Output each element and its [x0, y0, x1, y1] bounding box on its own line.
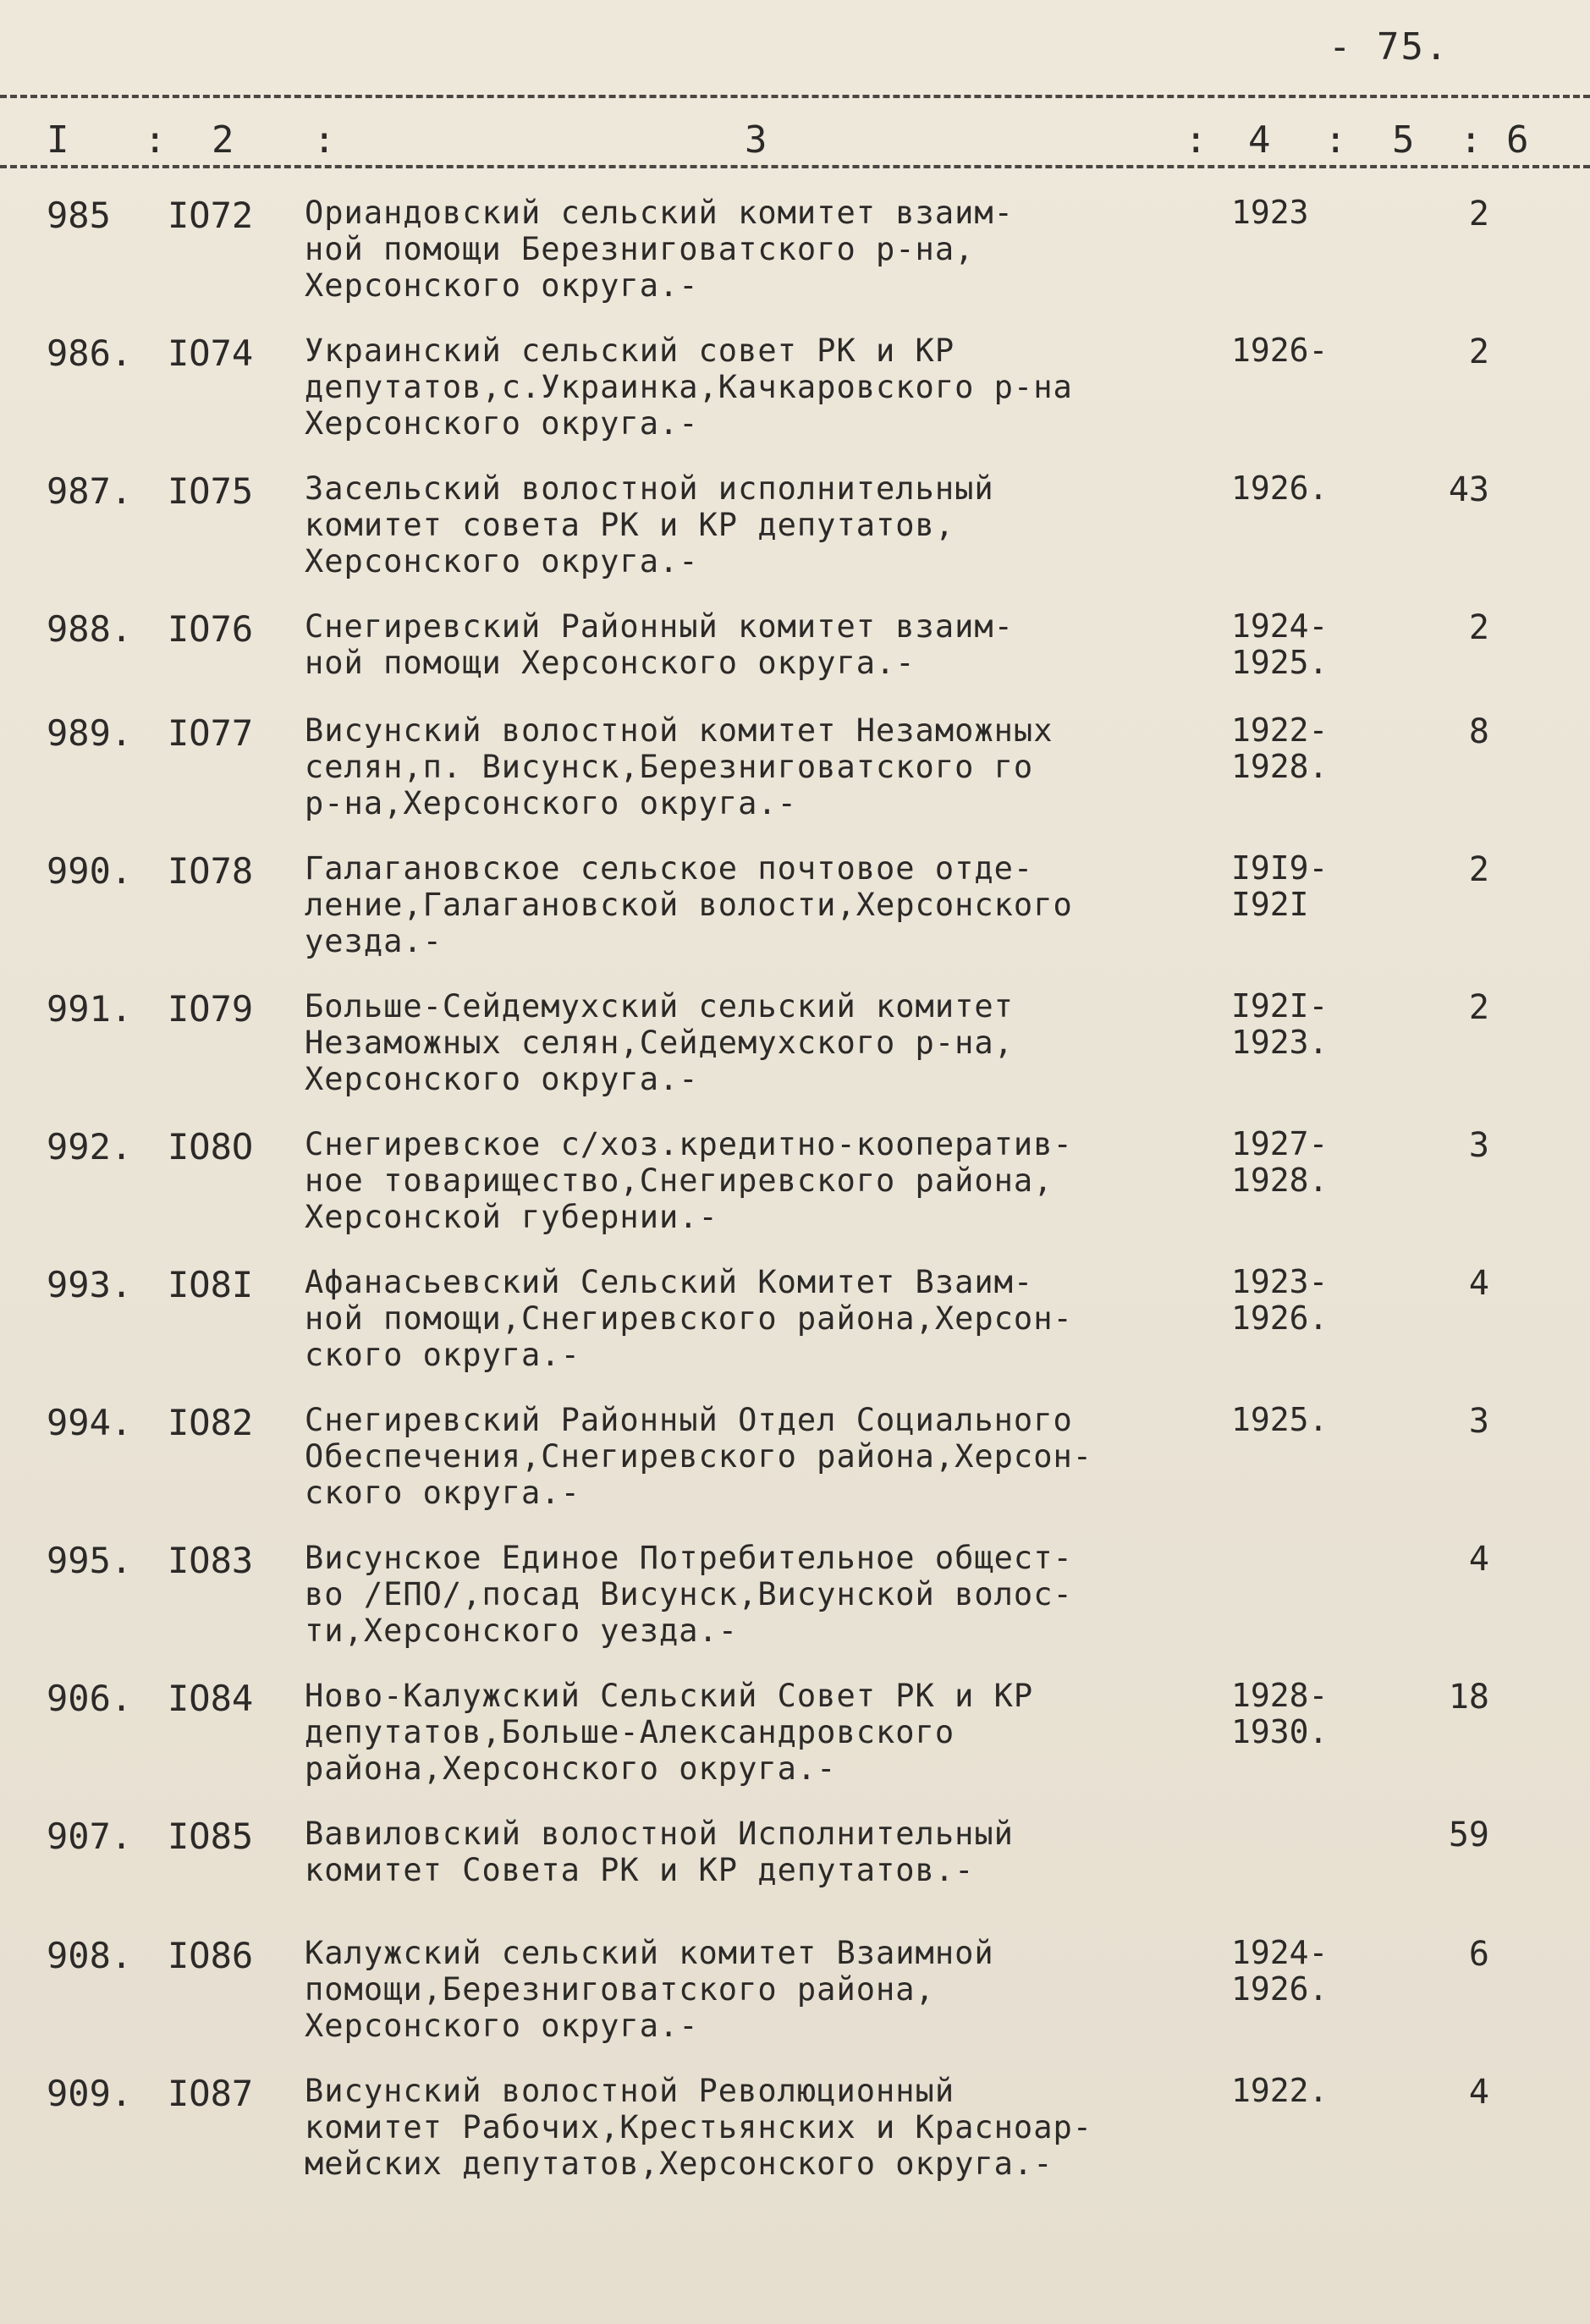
title-line: Снегиревский Районный комитет взаим-: [305, 608, 1014, 645]
entry-number: 907.: [47, 1816, 133, 1857]
date-line: I92I-: [1231, 987, 1329, 1025]
entry-number: 990.: [47, 850, 133, 892]
item-count: 4: [1468, 1540, 1489, 1579]
entry-title: [305, 332, 1219, 442]
title-line: ского округа.-: [305, 1475, 580, 1511]
date-line: 1925.: [1231, 1401, 1329, 1438]
column-header-5: 5: [1392, 118, 1415, 162]
title-line: ского округа.-: [305, 1337, 580, 1373]
entry-number: 909.: [47, 2073, 133, 2114]
date-range: [1231, 1678, 1392, 1750]
title-line: комитет Совета РК и КР депутатов.-: [305, 1852, 975, 1888]
fund-number: IO76: [168, 608, 254, 650]
date-range: [1231, 1402, 1392, 1438]
date-line: 1926-: [1231, 332, 1329, 369]
item-count: 43: [1448, 470, 1489, 509]
title-line: Галагановское сельское почтовое отде-: [305, 850, 1034, 887]
fund-number: IO75: [168, 470, 254, 512]
date-range: [1231, 332, 1392, 369]
date-line: I9I9-: [1231, 849, 1329, 887]
title-line: Херсонского округа.-: [305, 405, 699, 442]
title-line: Висунское Единое Потребительное общест-: [305, 1540, 1073, 1576]
column-header-1: I: [47, 118, 69, 162]
date-line: I92I: [1231, 886, 1309, 923]
date-line: 1928.: [1231, 1162, 1329, 1199]
item-count: 3: [1468, 1126, 1489, 1165]
title-line: Снегиревское с/хоз.кредитно-кооператив-: [305, 1126, 1073, 1162]
entry-title: [305, 1816, 1219, 1888]
entry-title: [305, 470, 1219, 580]
date-range: [1231, 470, 1392, 507]
column-separator: :: [1460, 118, 1483, 162]
item-count: 2: [1468, 195, 1489, 233]
date-line: 1922-: [1231, 711, 1329, 749]
entry-number: 989.: [47, 712, 133, 754]
fund-number: IO74: [168, 332, 254, 374]
title-line: Обеспечения,Снегиревского района,Херсон-: [305, 1438, 1093, 1475]
fund-number: IO85: [168, 1816, 254, 1857]
title-line: комитет Рабочих,Крестьянских и Красноар-: [305, 2109, 1093, 2145]
header-divider: [0, 165, 1590, 168]
entry-number: 908.: [47, 1935, 133, 1976]
entry-title: [305, 1402, 1219, 1511]
title-line: уезда.-: [305, 923, 443, 959]
title-line: Висунский волостной комитет Незаможных: [305, 712, 1054, 749]
title-line: Херсонского округа.-: [305, 267, 699, 304]
item-count: 2: [1468, 988, 1489, 1027]
entry-title: [305, 988, 1219, 1097]
title-line: ти,Херсонского уезда.-: [305, 1613, 739, 1649]
title-line: Ориандовский сельский комитет взаим-: [305, 195, 1014, 231]
entry-number: 992.: [47, 1126, 133, 1167]
title-line: Калужский сельский комитет Взаимной: [305, 1935, 994, 1971]
column-header-4: 4: [1248, 118, 1271, 162]
column-separator: :: [144, 118, 167, 162]
date-range: [1231, 2073, 1392, 2109]
date-line: 1930.: [1231, 1713, 1329, 1750]
date-range: [1231, 988, 1392, 1061]
date-line: 1925.: [1231, 644, 1329, 681]
column-separator: :: [313, 118, 336, 162]
title-line: селян,п. Висунск,Березниговатского го: [305, 749, 1034, 785]
column-header-3: 3: [745, 118, 767, 162]
title-line: Афанасьевский Сельский Комитет Взаим-: [305, 1264, 1034, 1300]
fund-number: IO78: [168, 850, 254, 892]
title-line: мейских депутатов,Херсонского округа.-: [305, 2145, 1054, 2182]
title-line: ное товарищество,Снегиревского района,: [305, 1162, 1054, 1199]
entry-number: 985: [47, 195, 111, 236]
fund-number: IO79: [168, 988, 254, 1030]
fund-number: IO83: [168, 1540, 254, 1581]
entry-number: 994.: [47, 1402, 133, 1443]
entry-title: [305, 712, 1219, 821]
item-count: 8: [1468, 712, 1489, 751]
date-range: [1231, 195, 1392, 231]
entry-number: 993.: [47, 1264, 133, 1305]
title-line: ление,Галагановской волости,Херсонского: [305, 887, 1073, 923]
fund-number: IO77: [168, 712, 254, 754]
entry-title: [305, 1935, 1219, 2044]
date-line: 1924-: [1231, 1934, 1329, 1971]
date-range: [1231, 1126, 1392, 1199]
entry-title: [305, 1264, 1219, 1373]
title-line: ной помощи,Снегиревского района,Херсон-: [305, 1300, 1073, 1337]
entry-number: 987.: [47, 470, 133, 512]
item-count: 2: [1468, 850, 1489, 889]
title-line: Украинский сельский совет РК и КР: [305, 332, 955, 369]
title-line: Херсонского округа.-: [305, 1061, 699, 1097]
date-line: 1928.: [1231, 748, 1329, 785]
title-line: комитет совета РК и КР депутатов,: [305, 507, 955, 543]
fund-number: IO82: [168, 1402, 254, 1443]
title-line: депутатов,Больше-Александровского: [305, 1714, 955, 1750]
entry-number: 995.: [47, 1540, 133, 1581]
title-line: Засельский волостной исполнительный: [305, 470, 994, 507]
fund-number: IO87: [168, 2073, 254, 2114]
date-range: [1231, 1935, 1392, 2008]
item-count: 4: [1468, 2073, 1489, 2112]
date-line: 1926.: [1231, 1299, 1329, 1337]
entry-number: 906.: [47, 1678, 133, 1719]
title-line: Снегиревский Районный Отдел Социального: [305, 1402, 1073, 1438]
item-count: 18: [1448, 1678, 1489, 1717]
item-count: 6: [1468, 1935, 1489, 1974]
entry-number: 991.: [47, 988, 133, 1030]
entry-number: 988.: [47, 608, 133, 650]
item-count: 2: [1468, 608, 1489, 647]
date-line: 1922.: [1231, 2072, 1329, 2109]
fund-number: IO8O: [168, 1126, 254, 1167]
date-line: 1927-: [1231, 1125, 1329, 1162]
date-line: 1926.: [1231, 1970, 1329, 2008]
item-count: 4: [1468, 1264, 1489, 1303]
title-line: Висунский волостной Революционный: [305, 2073, 955, 2109]
entry-title: [305, 2073, 1219, 2182]
date-range: [1231, 1264, 1392, 1337]
date-line: 1923.: [1231, 1024, 1329, 1061]
title-line: во /ЕПО/,посад Висунск,Висунской волос-: [305, 1576, 1073, 1613]
entry-number: 986.: [47, 332, 133, 374]
column-header-2: 2: [212, 118, 234, 162]
fund-number: IO86: [168, 1935, 254, 1976]
date-range: [1231, 850, 1392, 923]
entry-title: [305, 1126, 1219, 1235]
title-line: района,Херсонского округа.-: [305, 1750, 837, 1787]
title-line: Ново-Калужский Сельский Совет РК и КР: [305, 1678, 1034, 1714]
title-line: Херсонского округа.-: [305, 543, 699, 580]
fund-number: IO84: [168, 1678, 254, 1719]
date-range: [1231, 712, 1392, 785]
top-divider: [0, 95, 1590, 98]
title-line: Херсонской губернии.-: [305, 1199, 718, 1235]
title-line: помощи,Березниговатского района,: [305, 1971, 935, 2008]
title-line: ной помощи Херсонского округа.-: [305, 645, 916, 681]
entry-title: [305, 1678, 1219, 1787]
fund-number: IO8I: [168, 1264, 254, 1305]
title-line: Больше-Сейдемухский сельский комитет: [305, 988, 1014, 1025]
fund-number: IO72: [168, 195, 254, 236]
entry-title: [305, 1540, 1219, 1649]
item-count: 59: [1448, 1816, 1489, 1854]
column-separator: :: [1185, 118, 1208, 162]
title-line: Вавиловский волостной Исполнительный: [305, 1816, 1014, 1852]
title-line: депутатов,с.Украинка,Качкаровского р-на: [305, 369, 1073, 405]
column-header-6: 6: [1506, 118, 1529, 162]
entry-title: [305, 195, 1219, 304]
title-line: р-на,Херсонского округа.-: [305, 785, 797, 821]
title-line: Херсонского округа.-: [305, 2008, 699, 2044]
title-line: Незаможных селян,Сейдемухского р-на,: [305, 1025, 1014, 1061]
entry-title: [305, 850, 1219, 959]
date-line: 1924-: [1231, 607, 1329, 645]
entry-title: [305, 608, 1219, 681]
item-count: 3: [1468, 1402, 1489, 1441]
date-range: [1231, 608, 1392, 681]
column-separator: :: [1324, 118, 1347, 162]
item-count: 2: [1468, 332, 1489, 371]
title-line: ной помощи Березниговатского р-на,: [305, 231, 975, 267]
page-number: - 75.: [1329, 25, 1450, 69]
date-line: 1926.: [1231, 470, 1329, 507]
date-line: 1928-: [1231, 1677, 1329, 1714]
date-line: 1923: [1231, 194, 1309, 231]
date-line: 1923-: [1231, 1263, 1329, 1300]
